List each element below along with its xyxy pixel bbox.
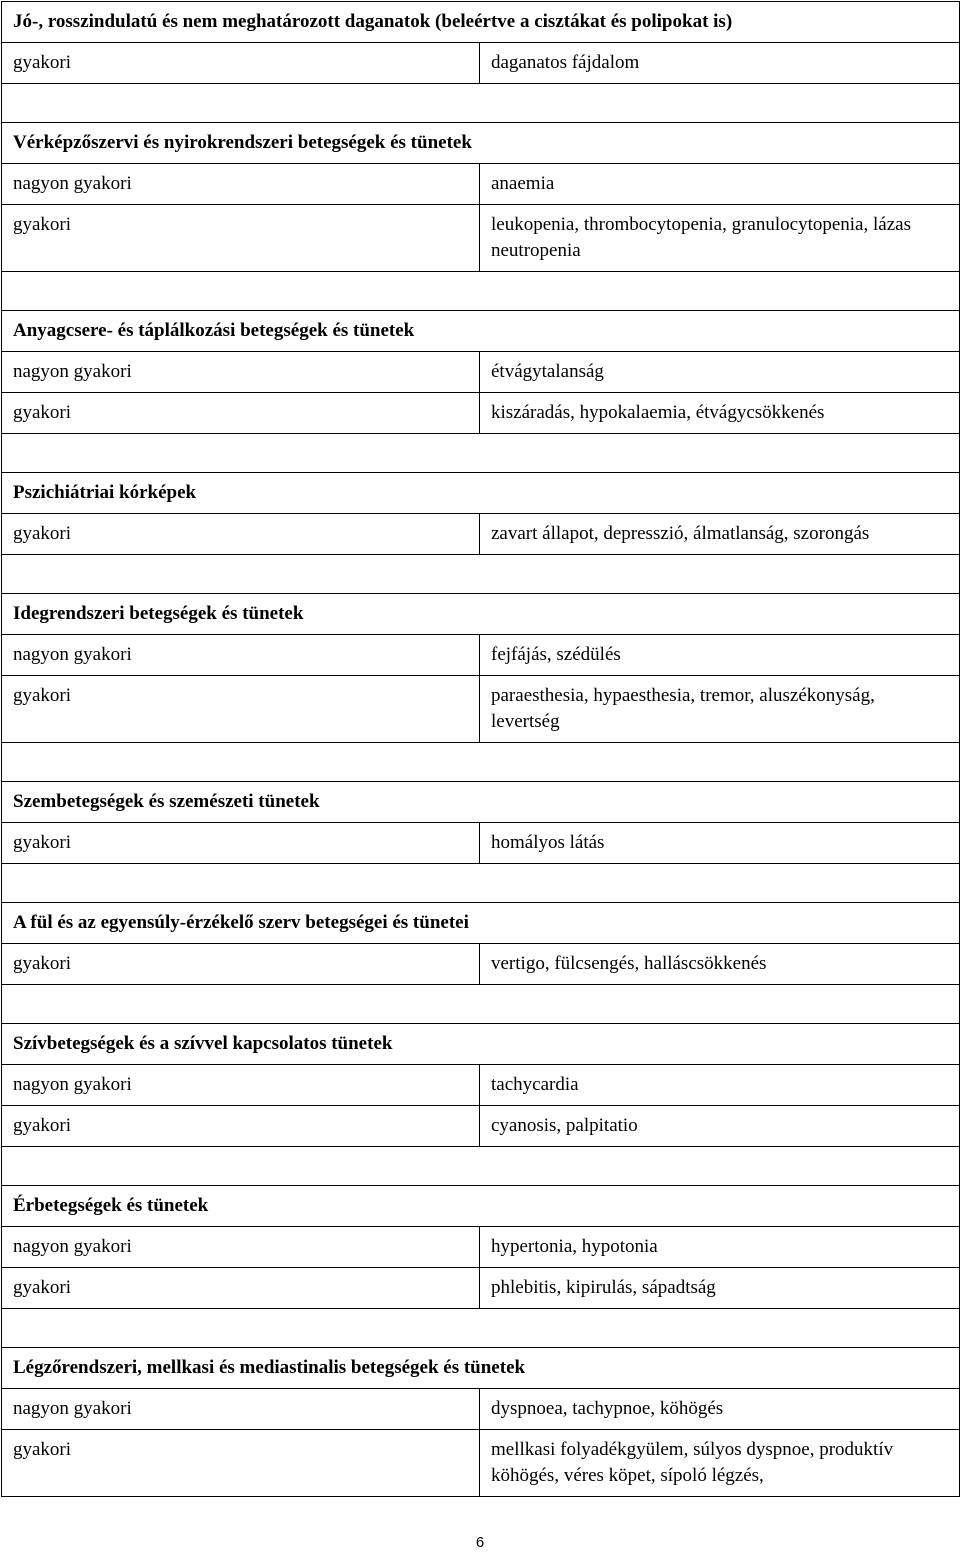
effect-row (2, 393, 960, 434)
effect-row (2, 514, 960, 555)
frequency-cell: nagyon gyakori (2, 352, 480, 393)
frequency-cell: nagyon gyakori (2, 1065, 480, 1106)
frequency-cell: nagyon gyakori (2, 164, 480, 205)
section-spacer (2, 1147, 960, 1186)
category-title: Vérképzőszervi és nyirokrendszeri betegségek és tünetek (2, 123, 960, 164)
category-title: Érbetegségek és tünetek (2, 1186, 960, 1227)
category-row (2, 1024, 960, 1065)
effects-cell: paraesthesia, hypaesthesia, tremor, aluszékonyság, levertség (480, 676, 960, 743)
category-row (2, 1348, 960, 1389)
effect-row (2, 1106, 960, 1147)
frequency-cell: gyakori (2, 205, 480, 272)
category-row (2, 1186, 960, 1227)
category-row (2, 123, 960, 164)
frequency-cell: nagyon gyakori (2, 1227, 480, 1268)
effects-cell: mellkasi folyadékgyülem, súlyos dyspnoe, produktív köhögés, véres köpet, sípoló légzés, (480, 1430, 960, 1497)
effects-cell: dyspnoea, tachypnoe, köhögés (480, 1389, 960, 1430)
effects-cell: anaemia (480, 164, 960, 205)
section-spacer (2, 272, 960, 311)
category-title: Légzőrendszeri, mellkasi és mediastinalis betegségek és tünetek (2, 1348, 960, 1389)
category-row (2, 903, 960, 944)
spacer-cell (2, 84, 960, 123)
section-spacer (2, 864, 960, 903)
category-title: Szívbetegségek és a szívvel kapcsolatos tünetek (2, 1024, 960, 1065)
category-title: Anyagcsere- és táplálkozási betegségek és tünetek (2, 311, 960, 352)
table-body (2, 2, 960, 1497)
category-row (2, 2, 960, 43)
section-spacer (2, 1309, 960, 1348)
frequency-cell: gyakori (2, 393, 480, 434)
effects-cell: phlebitis, kipirulás, sápadtság (480, 1268, 960, 1309)
effect-row (2, 164, 960, 205)
section-spacer (2, 84, 960, 123)
category-row (2, 782, 960, 823)
effect-row (2, 352, 960, 393)
spacer-cell (2, 985, 960, 1024)
category-title: A fül és az egyensúly-érzékelő szerv betegségei és tünetei (2, 903, 960, 944)
frequency-cell: nagyon gyakori (2, 1389, 480, 1430)
effects-cell: fejfájás, szédülés (480, 635, 960, 676)
section-spacer (2, 743, 960, 782)
section-spacer (2, 555, 960, 594)
effects-cell: tachycardia (480, 1065, 960, 1106)
effects-cell: étvágytalanság (480, 352, 960, 393)
effect-row (2, 1065, 960, 1106)
frequency-cell: gyakori (2, 43, 480, 84)
section-spacer (2, 985, 960, 1024)
effects-cell: kiszáradás, hypokalaemia, étvágycsökkenés (480, 393, 960, 434)
spacer-cell (2, 555, 960, 594)
spacer-cell (2, 1147, 960, 1186)
frequency-cell: gyakori (2, 676, 480, 743)
category-title: Jó-, rosszindulatú és nem meghatározott daganatok (beleértve a cisztákat és polipokat is) (2, 2, 960, 43)
effect-row (2, 1430, 960, 1497)
frequency-cell: gyakori (2, 1268, 480, 1309)
frequency-cell: gyakori (2, 823, 480, 864)
spacer-cell (2, 1309, 960, 1348)
effect-row (2, 1227, 960, 1268)
frequency-cell: gyakori (2, 944, 480, 985)
category-title: Szembetegségek és szemészeti tünetek (2, 782, 960, 823)
effect-row (2, 676, 960, 743)
effect-row (2, 635, 960, 676)
effects-cell: hypertonia, hypotonia (480, 1227, 960, 1268)
frequency-cell: gyakori (2, 1106, 480, 1147)
spacer-cell (2, 743, 960, 782)
effect-row (2, 1389, 960, 1430)
adverse-effects-table (1, 1, 960, 1497)
category-title: Idegrendszeri betegségek és tünetek (2, 594, 960, 635)
effect-row (2, 205, 960, 272)
effect-row (2, 944, 960, 985)
frequency-cell: gyakori (2, 514, 480, 555)
effects-cell: homályos látás (480, 823, 960, 864)
category-row (2, 473, 960, 514)
frequency-cell: gyakori (2, 1430, 480, 1497)
effect-row (2, 1268, 960, 1309)
spacer-cell (2, 434, 960, 473)
effects-cell: zavart állapot, depresszió, álmatlanság, szorongás (480, 514, 960, 555)
frequency-cell: nagyon gyakori (2, 635, 480, 676)
category-title: Pszichiátriai kórképek (2, 473, 960, 514)
effects-cell: cyanosis, palpitatio (480, 1106, 960, 1147)
effects-cell: daganatos fájdalom (480, 43, 960, 84)
spacer-cell (2, 864, 960, 903)
page-number: 6 (475, 1534, 485, 1551)
effect-row (2, 43, 960, 84)
effects-cell: leukopenia, thrombocytopenia, granulocytopenia, lázas neutropenia (480, 205, 960, 272)
section-spacer (2, 434, 960, 473)
category-row (2, 311, 960, 352)
spacer-cell (2, 272, 960, 311)
category-row (2, 594, 960, 635)
effects-cell: vertigo, fülcsengés, halláscsökkenés (480, 944, 960, 985)
effect-row (2, 823, 960, 864)
